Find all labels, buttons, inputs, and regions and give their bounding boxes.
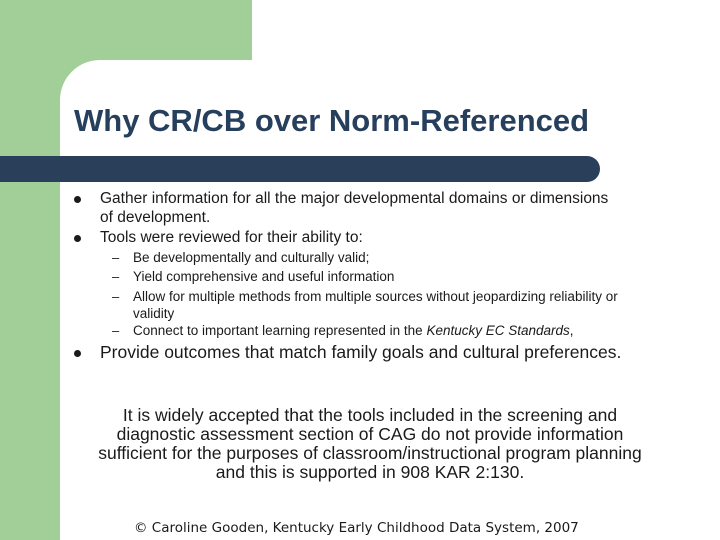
standards-name: Kentucky EC Standards — [426, 323, 570, 338]
sub-bullet-dash: – — [112, 250, 120, 265]
bullet-item: Tools were reviewed for their ability to: — [100, 229, 363, 246]
sub-bullet-punctuation: , — [569, 323, 574, 338]
sub-bullet-item: Be developmentally and culturally valid; — [133, 250, 370, 265]
bullet-dot — [74, 350, 81, 357]
copyright-footer: © Caroline Gooden, Kentucky Early Childhood Data System, 2007 — [134, 520, 579, 536]
slide-title: Why CR/CB over Norm-Referenced — [74, 103, 590, 138]
bullet-item: Gather information for all the major developmental domains or dimensions of development. — [100, 190, 609, 226]
sub-bullet-item — [133, 322, 673, 339]
bullet-item: Provide outcomes that match family goals and cultural preferences. — [100, 342, 622, 362]
sub-bullet-item: Yield comprehensive and useful information — [133, 269, 395, 284]
sub-bullet-dash: – — [112, 269, 120, 284]
sub-bullet-dash: – — [112, 323, 120, 338]
sub-bullet-item: Allow for multiple methods from multiple sources without jeopardizing reliability or validity — [133, 289, 618, 321]
bullet-dot — [74, 235, 81, 242]
bullet-dot — [74, 196, 81, 203]
sub-bullet-dash: – — [112, 289, 120, 304]
sub-bullet-text: Connect to important learning represented in the — [133, 323, 427, 338]
title-underline-bar — [0, 156, 600, 182]
summary-paragraph: It is widely accepted that the tools included in the screening and diagnostic assessment section of CAG do not provide information sufficient for the purposes of classroom/instructional program planning and this is supported in 908 KAR 2:130. — [98, 405, 642, 482]
